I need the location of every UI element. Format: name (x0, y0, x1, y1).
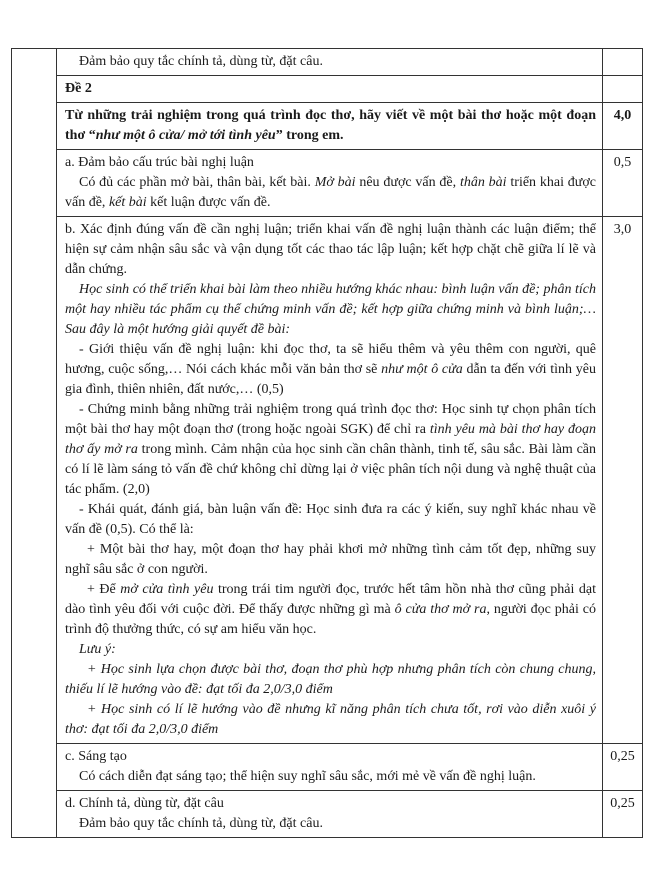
content-cell (57, 791, 603, 838)
note-label: Lưu ý: (79, 642, 116, 657)
section-a-text (65, 173, 596, 213)
text-span: ô cửa thơ mở ra (394, 602, 487, 617)
section-d-score: 0,25 (610, 796, 635, 811)
section-b-point-1 (65, 340, 596, 400)
section-d-heading: d. Chính tả, dùng từ, đặt câu (65, 796, 224, 811)
text-span: + Để (87, 582, 121, 597)
prompt-text (57, 103, 602, 149)
text-span: trong mình. Cảm nhận của học sinh cần chân thành, tinh tế, sâu sắc. Bài làm cần có lí lẽ làm sáng tỏ vấn đề chứ không chỉ dừng lại ở việc phân tích nội dung và nghệ thuật của tác phẩm. (2,0) (65, 442, 596, 497)
text-span: dẫn ta đến với tình yêu gia đình, thiên nhiên, đất nước,… (0,5) (65, 362, 596, 397)
text-span: thân bài (459, 175, 507, 190)
section-c-text: Có cách diễn đạt sáng tạo; thể hiện suy nghĩ sâu sắc, mới mẻ về vấn đề nghị luận. (79, 769, 536, 784)
section-b-score: 3,0 (613, 222, 632, 237)
text-span: - Giới thiệu vấn đề nghị luận: khi đọc thơ, ta sẽ hiểu thêm và yêu thêm con người, quê hương, cuộc sống,… Nói cách khác mỗi văn bản thơ sẽ (65, 342, 596, 377)
left-column-cell (12, 49, 57, 838)
text-span: Mở bài (314, 175, 356, 190)
section-b-point-5 (65, 580, 596, 640)
score-cell (603, 217, 643, 744)
note-2: + Học sinh có lí lẽ hướng vào đề nhưng kĩ năng phân tích chưa tốt, rơi vào diễn xuôi ý thơ: đạt tối đa 2,0/3,0 điểm (65, 702, 596, 737)
score-cell (603, 103, 643, 150)
table-row (12, 791, 643, 838)
note-1: + Học sinh lựa chọn được bài thơ, đoạn thơ phù hợp nhưng phân tích còn chung chung, thiếu lí lẽ hướng vào đề: đạt tối đa 2,0/3,0 điểm (65, 662, 596, 697)
text-span: như một ô cửa (381, 362, 463, 377)
score-cell (603, 791, 643, 838)
score-cell (603, 744, 643, 791)
content-cell (57, 49, 603, 76)
text-span: nêu được vấn đề, (355, 175, 460, 190)
table-row (12, 150, 643, 217)
text-span: tình yêu mà bài thơ hay đoạn thơ ấy mở ra (65, 422, 596, 457)
text-span: Có đủ các phần mở bài, thân bài, kết bài. (79, 175, 315, 190)
section-b-point-3: - Khái quát, đánh giá, bàn luận vấn đề: Học sinh đưa ra các ý kiến, suy nghĩ khác nhau về vấn đề (0,5). Có thể là: (65, 502, 596, 537)
text-span: kết bài (108, 195, 147, 210)
text-span: - Chứng minh bằng những trải nghiệm trong quá trình đọc thơ: Học sinh tự chọn phân tích một bài thơ hay một đoạn thơ (trong hoặc ngoài SGK) để chỉ ra (65, 402, 596, 437)
prompt-before: Từ những trải nghiệm trong quá trình đọc thơ, hãy viết về một bài thơ hoặc một đoạn thơ “ (65, 108, 596, 143)
section-c-heading: c. Sáng tạo (65, 749, 127, 764)
top-line-text: Đảm bảo quy tắc chính tả, dùng từ, đặt câu. (79, 54, 323, 69)
section-d-text: Đảm bảo quy tắc chính tả, dùng từ, đặt câu. (79, 816, 323, 831)
score-cell (603, 150, 643, 217)
table-row (12, 744, 643, 791)
table-row (12, 103, 643, 150)
section-b-point-4: + Một bài thơ hay, một đoạn thơ hay phải khơi mở những tình cảm tốt đẹp, những suy nghĩ sâu sắc ở con người. (65, 542, 596, 577)
table-row (12, 76, 643, 103)
prompt-score: 4,0 (613, 108, 632, 123)
table-row (12, 49, 643, 76)
content-cell (57, 76, 603, 103)
prompt-italic: như một ô cửa/ mở tới tình yêu (95, 128, 276, 143)
text-span: mở cửa tình yêu (120, 582, 214, 597)
section-b-point-2 (65, 400, 596, 500)
table-row (12, 217, 643, 744)
section-a-score: 0,5 (613, 155, 632, 170)
section-b-guide: Học sinh có thể triển khai bài làm theo nhiều hướng khác nhau: bình luận vấn đề; phân tích một hay nhiều tác phẩm cụ thể chứng minh vấn đề; kết hợp giữa chứng minh và bình luận;… Sau đây là một hướng giải quyết đề bài: (65, 282, 596, 337)
content-cell (57, 217, 603, 744)
text-span: trong trái tim người đọc, trước hết tâm hồn nhà thơ cũng phải dạt dào tình yêu đối với cuộc đời. Để thấy được những gì mà (65, 582, 596, 617)
de-title: Đề 2 (65, 81, 92, 96)
content-cell (57, 103, 603, 150)
text-span: kết luận được vấn đề. (146, 195, 271, 210)
content-cell (57, 744, 603, 791)
prompt-after: ” trong em. (275, 128, 344, 143)
section-c-score: 0,25 (610, 749, 635, 764)
section-b-heading: b. Xác định đúng vấn đề cần nghị luận; triển khai vấn đề nghị luận thành các luận điểm; thể hiện sự cảm nhận sâu sắc và vận dụng tốt các thao tác lập luận; kết hợp chặt chẽ giữa lí lẽ và dẫn chứng. (65, 222, 596, 277)
text-span: , người đọc phải có trình độ thưởng thức, có sự am hiểu văn học. (65, 602, 597, 637)
text-span: triển khai được vấn đề, (65, 175, 596, 210)
section-a-heading: a. Đảm bảo cấu trúc bài nghị luận (65, 155, 254, 170)
score-cell (603, 49, 643, 76)
score-cell (603, 76, 643, 103)
content-cell (57, 150, 603, 217)
rubric-table (11, 48, 643, 838)
